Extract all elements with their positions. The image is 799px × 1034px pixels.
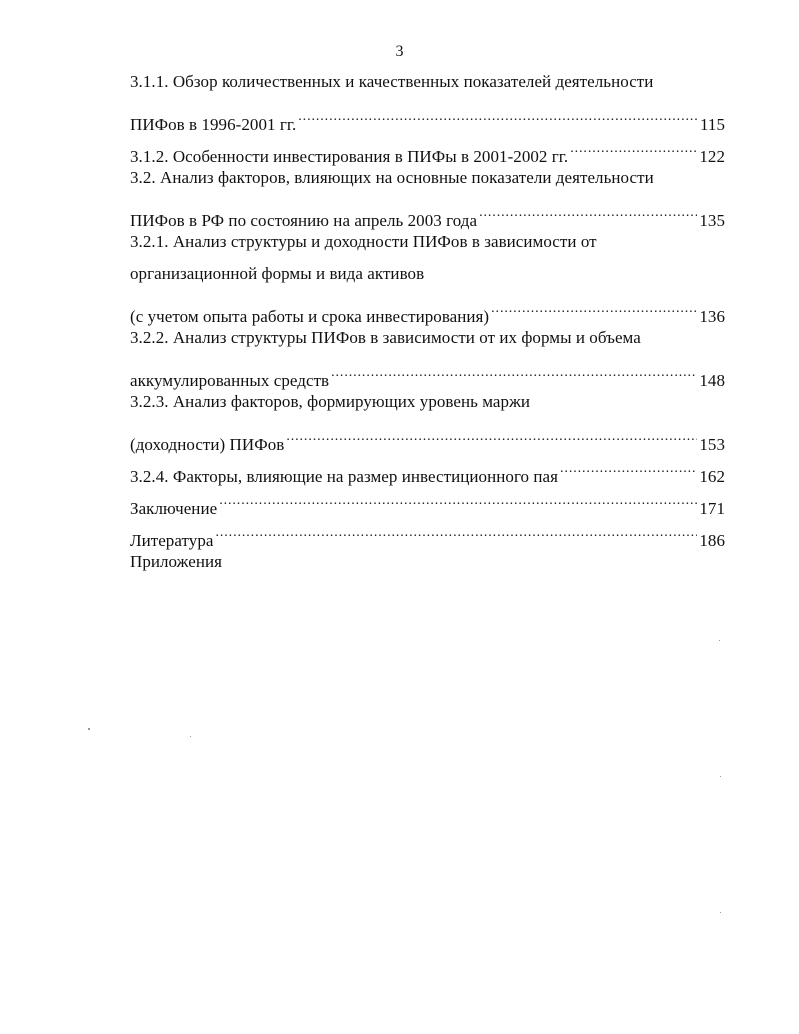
toc-line (130, 226, 725, 258)
toc-entry-page: 186 (699, 531, 725, 550)
toc-entry-page: 122 (699, 147, 725, 166)
dot-leader (570, 130, 697, 162)
toc-entry-text: аккумулированных средств (130, 371, 330, 390)
toc-entry-page: 115 (699, 115, 725, 134)
toc-line (130, 258, 725, 290)
toc-entry-text: 3.1.1. Обзор количественных и качественных показателей деятельности (130, 72, 654, 91)
toc-entry-text: 3.2.2. Анализ структуры ПИФов в зависимости от их формы и объема (130, 328, 641, 347)
toc-entry-text: 3.2. Анализ факторов, влияющих на основные показатели деятельности (130, 168, 654, 187)
toc-entry-text: (доходности) ПИФов (130, 435, 285, 454)
toc-entry-page: 148 (699, 371, 725, 390)
scan-speck (88, 728, 90, 730)
dot-leader (331, 354, 697, 386)
toc-line (130, 546, 725, 578)
toc-entry-text: ПИФов в 1996-2001 гг. (130, 115, 297, 134)
dot-leader (219, 482, 697, 514)
toc-entry-page: 153 (699, 435, 725, 454)
dot-leader (286, 418, 697, 450)
toc-line (130, 386, 725, 418)
toc-entry-text: (с учетом опыта работы и срока инвестирования) (130, 307, 490, 326)
dot-leader (491, 290, 697, 322)
dot-leader (215, 514, 697, 546)
toc-line (130, 290, 725, 326)
toc-entry-page: 162 (699, 467, 725, 486)
toc-entry-text: 3.2.3. Анализ факторов, формирующих уровень маржи (130, 392, 531, 411)
scan-speck (190, 736, 191, 737)
toc-entry-page: 135 (699, 211, 725, 230)
toc-entry-text: ПИФов в РФ по состоянию на апрель 2003 года (130, 211, 478, 230)
toc-line (130, 98, 725, 134)
toc-entry-text: Заключение (130, 499, 218, 518)
scan-speck (720, 912, 721, 913)
toc-entry-text: Литература (130, 531, 214, 550)
toc-entry-text: 3.1.2. Особенности инвестирования в ПИФы в 2001-2002 гг. (130, 147, 569, 166)
toc-line (130, 162, 725, 194)
toc-line (130, 322, 725, 354)
toc-line (130, 354, 725, 390)
toc-entry-page: 136 (699, 307, 725, 326)
toc-line (130, 514, 725, 550)
toc-entry-text: организационной формы и вида активов (130, 264, 425, 283)
page-number: 3 (395, 43, 404, 60)
scan-speck (720, 776, 721, 777)
toc-entry-text: 3.2.1. Анализ структуры и доходности ПИФов в зависимости от (130, 232, 597, 251)
scan-speck (719, 640, 720, 641)
toc-entry-page: 171 (699, 499, 725, 518)
toc-line (130, 66, 725, 98)
dot-leader (298, 98, 698, 130)
toc-entry-text: Приложения (130, 552, 223, 571)
toc-line (130, 418, 725, 454)
dot-leader (560, 450, 697, 482)
toc-line (130, 194, 725, 230)
toc-entry-text: 3.2.4. Факторы, влияющие на размер инвестиционного пая (130, 467, 559, 486)
table-of-contents (130, 66, 725, 578)
toc-line (130, 482, 725, 518)
dot-leader (479, 194, 697, 226)
